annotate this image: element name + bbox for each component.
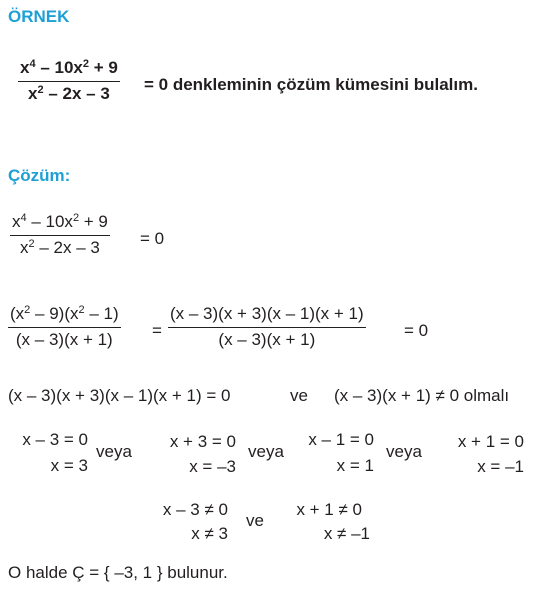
step1-equals: = 0 (140, 229, 165, 248)
solution-heading: Çözüm: (8, 166, 71, 185)
root4-result: x = –1 (477, 457, 524, 476)
step2-left-numerator: $(x^2 - 9)(x^2 - 1)$ (10, 304, 119, 323)
root1-equation: x – 3 = 0 (22, 430, 88, 449)
step1-denominator: $x^2 - 2x - 3$ (20, 238, 100, 257)
excluded-and: ve (246, 511, 264, 530)
excluded1-result: x ≠ 3 (191, 524, 228, 543)
excluded2-inequality: x + 1 ≠ 0 (296, 500, 362, 519)
problem-fraction (18, 58, 120, 104)
or-label: veya (386, 442, 422, 461)
root2-result: x = –3 (189, 457, 236, 476)
root4-equation: x + 1 = 0 (457, 432, 524, 451)
problem-statement: = 0 denkleminin çözüm kümesini bulalım. (144, 75, 478, 94)
excluded1-inequality: x – 3 ≠ 0 (162, 500, 228, 519)
condition-inequality: (x – 3)(x + 1) ≠ 0 olmalı (334, 386, 510, 405)
root2-equation: x + 3 = 0 (169, 432, 236, 451)
fraction-bar (10, 235, 110, 236)
root1-result: x = 3 (50, 456, 88, 475)
condition-equation: (x – 3)(x + 3)(x – 1)(x + 1) = 0 (8, 386, 231, 405)
step2-left-fraction (8, 304, 121, 350)
or-label: veya (96, 442, 132, 461)
root3-equation: x – 1 = 0 (308, 430, 374, 449)
fraction-bar (8, 327, 121, 328)
step2-right-denominator: (x – 3)(x + 1) (218, 330, 316, 349)
step1-numerator: $x^4 - 10x^2 + 9$ (12, 212, 108, 231)
fraction-bar (18, 81, 120, 82)
problem-denominator: $x^2 - 2x - 3$ (28, 84, 110, 103)
conclusion: O halde Ç = { –3, 1 } bulunur. (8, 563, 228, 582)
step2-equals: = (152, 321, 162, 340)
condition-and: ve (290, 386, 308, 405)
or-label: veya (248, 442, 284, 461)
step2-equals-zero: = 0 (404, 321, 429, 340)
step2-right-numerator: (x – 3)(x + 3)(x – 1)(x + 1) (170, 304, 364, 323)
example-heading: ÖRNEK (8, 7, 70, 26)
step1-fraction (10, 212, 110, 258)
root3-result: x = 1 (336, 456, 374, 475)
fraction-bar (168, 327, 366, 328)
problem-numerator: $x^4 - 10x^2 + 9$ (20, 58, 118, 77)
excluded2-result: x ≠ –1 (323, 524, 370, 543)
step2-left-denominator: (x – 3)(x + 1) (15, 330, 113, 349)
step2-right-fraction (168, 304, 366, 350)
